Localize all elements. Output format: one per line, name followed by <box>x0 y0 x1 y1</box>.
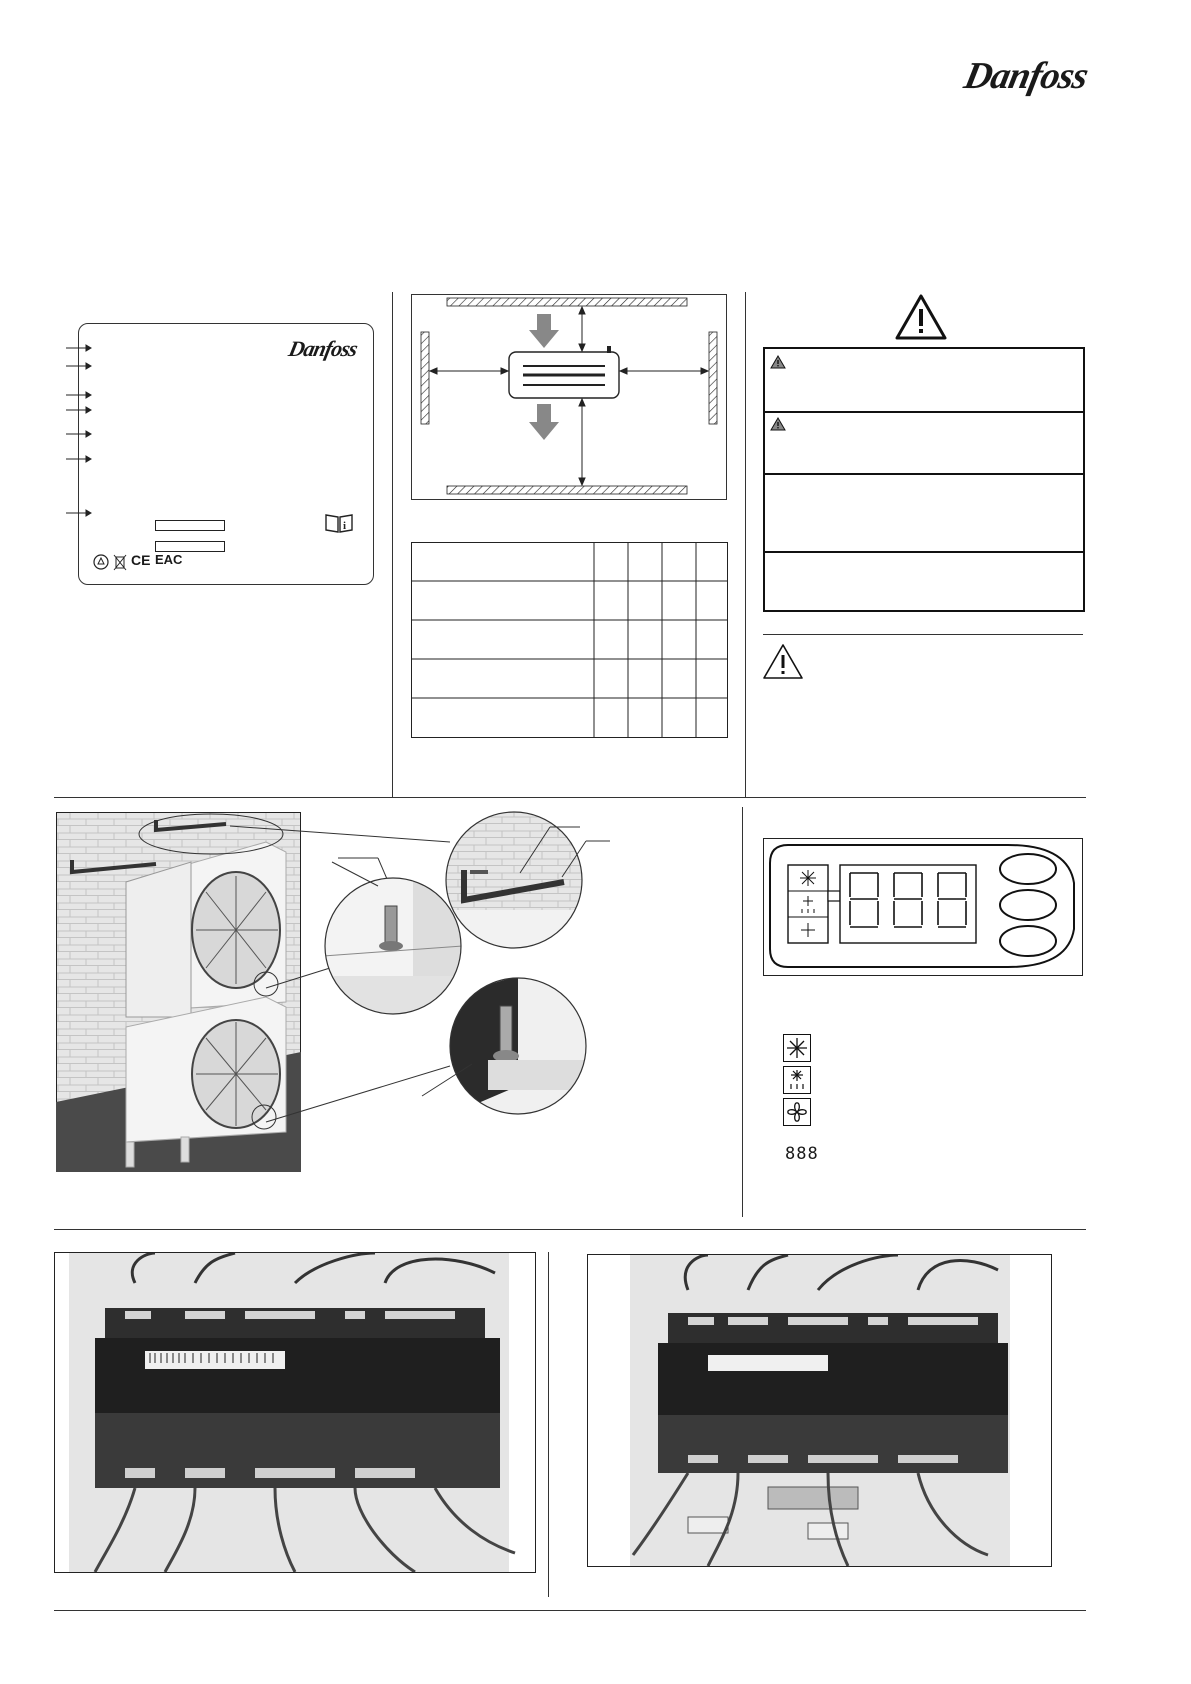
fan-icon <box>783 1098 811 1126</box>
controller-photo-1 <box>54 1252 536 1573</box>
divider-v4 <box>548 1252 549 1597</box>
divider-h1 <box>54 797 1086 798</box>
header-logo: Danfoss <box>960 55 1092 97</box>
divider-v3 <box>742 807 743 1217</box>
weee-bin-icon <box>113 553 127 571</box>
divider-v2 <box>745 292 746 797</box>
eac-mark: EAC <box>155 552 183 567</box>
nameplate-logo: Danfoss <box>286 336 360 361</box>
digits-icon: 888 <box>785 1144 819 1164</box>
controller-display <box>768 843 1076 969</box>
controller-photo-2 <box>587 1254 1052 1567</box>
warning-box-4 <box>765 551 1083 610</box>
nameplate <box>78 323 374 585</box>
nameplate-field-2 <box>155 541 225 552</box>
ce-mark: CE <box>131 552 151 568</box>
warning-small-icon <box>770 417 786 431</box>
leader-lower <box>420 1060 480 1100</box>
warning-box-3 <box>765 473 1083 553</box>
defrost-icon <box>783 1066 811 1094</box>
warning-box-group <box>763 347 1085 612</box>
warning-small-icon <box>770 355 786 369</box>
manual-info-icon <box>324 512 354 534</box>
leader-lines-right <box>510 815 620 885</box>
leader-upper <box>330 860 390 900</box>
divider-h2 <box>54 1229 1086 1230</box>
svg-text:i: i <box>343 520 347 532</box>
warning-triangle-icon <box>894 293 948 341</box>
warning-box-1 <box>765 349 1083 413</box>
nameplate-field-1 <box>155 520 225 531</box>
warning-rule <box>763 634 1083 635</box>
snowflake-icon <box>783 1034 811 1062</box>
clearance-diagram <box>411 294 727 500</box>
caution-triangle-icon <box>762 643 804 681</box>
nameplate-pointers <box>64 340 94 520</box>
divider-v1 <box>392 292 393 797</box>
warning-box-2 <box>765 411 1083 475</box>
divider-h3 <box>54 1610 1086 1611</box>
clearance-table <box>411 542 728 738</box>
recycle-icon <box>93 554 109 570</box>
